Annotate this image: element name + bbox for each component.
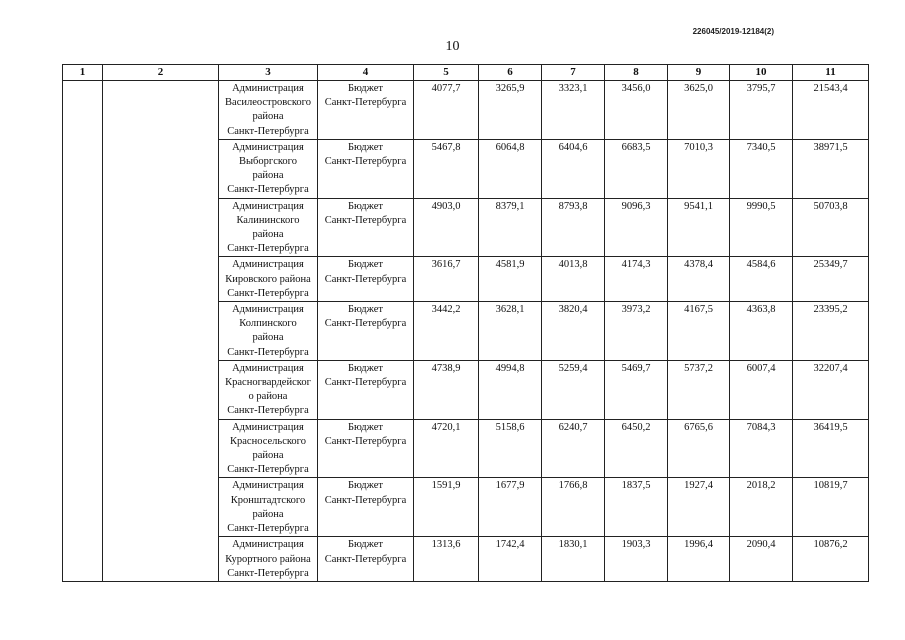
value-cell-col-6: 3265,9 (479, 81, 542, 140)
budget-source-cell (318, 81, 414, 140)
value-cell-col-6: 4581,9 (479, 257, 542, 302)
column-header-7: 7 (542, 65, 605, 81)
administration-line: Санкт-Петербурга (227, 405, 309, 417)
administration-cell (219, 419, 318, 478)
value-cell-col-6: 5158,6 (479, 419, 542, 478)
column-header-9: 9 (668, 65, 730, 81)
administration-line: Санкт-Петербурга (227, 464, 309, 476)
administration-line: Санкт-Петербурга (227, 567, 309, 579)
administration-line: Санкт-Петербурга (227, 125, 309, 137)
budget-source-line: Бюджет (347, 480, 384, 492)
administration-line: Колпинского (239, 318, 297, 330)
value-cell-col-10: 7340,5 (730, 139, 793, 198)
administration-line: Администрация (232, 421, 304, 433)
value-cell-col-5: 4720,1 (414, 419, 479, 478)
value-cell-col-5: 4738,9 (414, 360, 479, 419)
value-cell-col-8: 9096,3 (605, 198, 668, 257)
value-cell-col-9: 6765,6 (668, 419, 730, 478)
budget-source-line: Санкт-Петербурга (324, 377, 407, 389)
value-cell-col-11: 21543,4 (793, 81, 869, 140)
administration-line: Администрация (232, 259, 304, 271)
value-cell-col-7: 1766,8 (542, 478, 605, 537)
value-cell-col-9: 4167,5 (668, 302, 730, 361)
value-cell-col-7: 6240,7 (542, 419, 605, 478)
value-cell-col-11: 38971,5 (793, 139, 869, 198)
column-header-2: 2 (103, 65, 219, 81)
value-cell-col-5: 4077,7 (414, 81, 479, 140)
value-cell-col-6: 4994,8 (479, 360, 542, 419)
administration-cell (219, 257, 318, 302)
column-header-10: 10 (730, 65, 793, 81)
administration-line: Кировского района (225, 273, 311, 285)
column-header-3: 3 (219, 65, 318, 81)
administration-line: Красногвардейског (225, 377, 311, 389)
budget-source-line: Санкт-Петербурга (324, 97, 407, 109)
value-cell-col-7: 6404,6 (542, 139, 605, 198)
value-cell-col-8: 6450,2 (605, 419, 668, 478)
budget-source-line: Санкт-Петербурга (324, 214, 407, 226)
administration-line: Калининского (236, 214, 300, 226)
value-cell-col-5: 1591,9 (414, 478, 479, 537)
column-header-1: 1 (63, 65, 103, 81)
administration-line: Санкт-Петербурга (227, 346, 309, 358)
table-header-row (63, 65, 869, 81)
value-cell-col-6: 8379,1 (479, 198, 542, 257)
administration-line: района (252, 229, 284, 241)
value-cell-col-8: 3973,2 (605, 302, 668, 361)
value-cell-col-5: 3616,7 (414, 257, 479, 302)
administration-line: Администрация (232, 539, 304, 551)
budget-source-cell (318, 419, 414, 478)
value-cell-col-8: 4174,3 (605, 257, 668, 302)
budget-source-cell (318, 537, 414, 582)
budget-source-line: Бюджет (347, 200, 384, 212)
value-cell-col-11: 10819,7 (793, 478, 869, 537)
document-number: 226045/2019-12184(2) (692, 27, 774, 36)
column-header-11: 11 (793, 65, 869, 81)
administration-line: Выборгского (239, 156, 297, 168)
value-cell-col-8: 6683,5 (605, 139, 668, 198)
administration-line: Василеостровского (225, 97, 311, 109)
column-header-5: 5 (414, 65, 479, 81)
value-cell-col-10: 2018,2 (730, 478, 793, 537)
budget-source-line: Бюджет (347, 421, 384, 433)
budget-source-cell (318, 257, 414, 302)
administration-line: Администрация (232, 362, 304, 374)
value-cell-col-5: 5467,8 (414, 139, 479, 198)
administration-line: района (252, 170, 284, 182)
page-number: 10 (445, 39, 460, 54)
value-cell-col-10: 4584,6 (730, 257, 793, 302)
value-cell-col-9: 1927,4 (668, 478, 730, 537)
budget-source-line: Бюджет (347, 539, 384, 551)
administration-line: Администрация (232, 141, 304, 153)
budget-source-line: Санкт-Петербурга (324, 273, 407, 285)
administration-line: о района (248, 391, 288, 403)
administration-line: района (252, 450, 284, 462)
value-cell-col-9: 1996,4 (668, 537, 730, 582)
value-cell-col-6: 6064,8 (479, 139, 542, 198)
budget-source-line: Бюджет (347, 304, 384, 316)
value-cell-col-9: 5737,2 (668, 360, 730, 419)
administration-line: района (252, 111, 284, 123)
administration-cell (219, 198, 318, 257)
column-header-4: 4 (318, 65, 414, 81)
value-cell-col-8: 1903,3 (605, 537, 668, 582)
budget-source-line: Санкт-Петербурга (324, 318, 407, 330)
administration-line: Администрация (232, 480, 304, 492)
value-cell-col-7: 5259,4 (542, 360, 605, 419)
value-cell-col-11: 10876,2 (793, 537, 869, 582)
value-cell-col-9: 4378,4 (668, 257, 730, 302)
administration-line: района (252, 332, 284, 344)
column-2-cell (103, 81, 219, 582)
administration-line: Красносельского (230, 435, 306, 447)
administration-cell (219, 139, 318, 198)
budget-source-cell (318, 198, 414, 257)
value-cell-col-10: 9990,5 (730, 198, 793, 257)
administration-cell (219, 537, 318, 582)
administration-cell (219, 360, 318, 419)
value-cell-col-9: 7010,3 (668, 139, 730, 198)
value-cell-col-11: 36419,5 (793, 419, 869, 478)
value-cell-col-9: 3625,0 (668, 81, 730, 140)
value-cell-col-10: 3795,7 (730, 81, 793, 140)
column-header-6: 6 (479, 65, 542, 81)
value-cell-col-6: 3628,1 (479, 302, 542, 361)
budget-table (62, 64, 869, 582)
value-cell-col-5: 4903,0 (414, 198, 479, 257)
value-cell-col-7: 3820,4 (542, 302, 605, 361)
value-cell-col-10: 6007,4 (730, 360, 793, 419)
value-cell-col-7: 8793,8 (542, 198, 605, 257)
value-cell-col-8: 5469,7 (605, 360, 668, 419)
budget-source-cell (318, 139, 414, 198)
value-cell-col-9: 9541,1 (668, 198, 730, 257)
administration-line: Санкт-Петербурга (227, 184, 309, 196)
value-cell-col-11: 23395,2 (793, 302, 869, 361)
administration-line: Администрация (232, 304, 304, 316)
value-cell-col-10: 7084,3 (730, 419, 793, 478)
column-1-cell (63, 81, 103, 582)
administration-line: Санкт-Петербурга (227, 523, 309, 535)
value-cell-col-10: 4363,8 (730, 302, 793, 361)
budget-source-line: Бюджет (347, 141, 384, 153)
administration-line: Санкт-Петербурга (227, 243, 309, 255)
budget-source-line: Санкт-Петербурга (324, 435, 407, 447)
budget-source-line: Санкт-Петербурга (324, 553, 407, 565)
value-cell-col-11: 50703,8 (793, 198, 869, 257)
value-cell-col-11: 25349,7 (793, 257, 869, 302)
administration-cell (219, 478, 318, 537)
administration-line: Кронштадтского (230, 494, 306, 506)
value-cell-col-5: 1313,6 (414, 537, 479, 582)
administration-line: Администрация (232, 200, 304, 212)
administration-cell (219, 302, 318, 361)
budget-source-line: Бюджет (347, 259, 384, 271)
budget-source-cell (318, 302, 414, 361)
budget-source-line: Санкт-Петербурга (324, 156, 407, 168)
value-cell-col-5: 3442,2 (414, 302, 479, 361)
budget-source-cell (318, 478, 414, 537)
administration-line: Курортного района (225, 553, 311, 565)
budget-source-line: Бюджет (347, 362, 384, 374)
budget-source-cell (318, 360, 414, 419)
value-cell-col-8: 1837,5 (605, 478, 668, 537)
table-row (63, 81, 869, 140)
value-cell-col-7: 4013,8 (542, 257, 605, 302)
value-cell-col-6: 1677,9 (479, 478, 542, 537)
value-cell-col-11: 32207,4 (793, 360, 869, 419)
value-cell-col-8: 3456,0 (605, 81, 668, 140)
administration-line: Администрация (232, 83, 304, 94)
administration-line: района (252, 508, 284, 520)
budget-source-line: Санкт-Петербурга (324, 494, 407, 506)
budget-source-line: Бюджет (347, 83, 384, 94)
value-cell-col-6: 1742,4 (479, 537, 542, 582)
administration-line: Санкт-Петербурга (227, 287, 309, 299)
value-cell-col-7: 1830,1 (542, 537, 605, 582)
column-header-8: 8 (605, 65, 668, 81)
value-cell-col-7: 3323,1 (542, 81, 605, 140)
administration-cell (219, 81, 318, 140)
value-cell-col-10: 2090,4 (730, 537, 793, 582)
